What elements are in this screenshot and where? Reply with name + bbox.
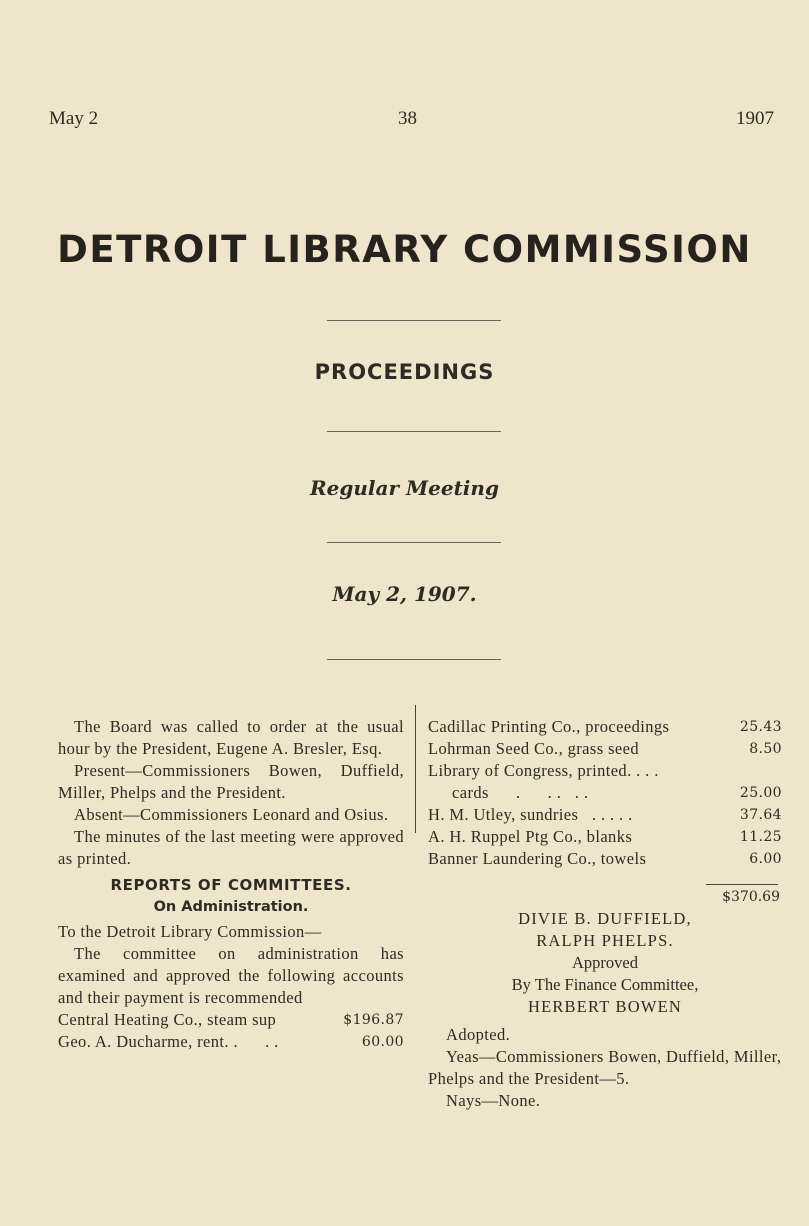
account-amount: 25.00 [739,785,782,801]
account-amount: $196.87 [343,1012,404,1028]
column-divider [415,705,416,833]
account-amount: 25.43 [739,719,782,735]
account-row [428,716,782,738]
call-to-order-paragraph: The Board was called to order at the usual hour by the President, Eugene A. Bresler, Esq. [58,717,404,758]
nays-line: Nays—None. [446,1091,541,1110]
account-label: A. H. Ruppel Ptg Co., blanks [428,827,633,846]
approver-bowen: HERBERT BOWEN [527,997,683,1016]
account-amount: 11.25 [739,829,782,845]
administration-subheading: On Administration. [153,899,309,915]
account-row [428,738,782,760]
account-label: Library of Congress, printed. . . . [428,761,659,780]
account-row [428,782,782,804]
proceedings-heading: PROCEEDINGS [314,360,495,384]
account-row [428,848,782,870]
account-label: Lohrman Seed Co., grass seed [428,739,639,758]
total-rule [706,884,778,885]
minutes-paragraph: The minutes of the last meeting were approved as printed. [58,827,404,868]
account-label: Cadillac Printing Co., proceedings [428,717,670,736]
account-label: Banner Laundering Co., towels [428,849,647,868]
account-amount: 8.50 [749,741,782,757]
account-label: cards . . . . . [452,783,589,802]
absent-paragraph: Absent—Commissioners Leonard and Osius. [74,805,389,824]
account-amount: 60.00 [361,1034,404,1050]
committee-paragraph: The committee on administration has examined and approved the following accounts and their payment is recommended [58,944,404,1007]
divider-rule [327,659,501,660]
finance-committee-line: By The Finance Committee, [511,975,699,994]
accounts-total: $370.69 [722,889,780,905]
header-month: May 2 [49,108,99,129]
present-paragraph: Present—Commissioners Bowen, Duffield, Miller, Phelps and the President. [58,761,404,802]
account-label: H. M. Utley, sundries . . . . . [428,805,633,824]
account-label: Geo. A. Ducharme, rent. . . . [58,1032,279,1051]
reports-heading: REPORTS OF COMMITTEES. [110,876,352,894]
signer-phelps: RALPH PHELPS. [536,931,674,950]
yeas-line: Yeas—Commissioners Bowen, Duffield, Miller, Phelps and the President—5. [428,1047,782,1088]
account-row [428,826,782,848]
left-column [58,716,404,1053]
meeting-date: May 2, 1907. [332,582,477,606]
account-row [428,760,782,782]
approved-label: Approved [572,953,638,972]
account-row [58,1009,404,1031]
account-row [58,1031,404,1053]
divider-rule [327,431,501,432]
divider-rule [327,542,501,543]
meeting-type: Regular Meeting [310,476,499,500]
account-amount: 37.64 [739,807,782,823]
account-row [428,804,782,826]
account-amount: 6.00 [749,851,782,867]
adopted-line: Adopted. [446,1025,511,1044]
account-label: Central Heating Co., steam sup [58,1010,277,1029]
address-line: To the Detroit Library Commission— [58,922,322,941]
header-year: 1907 [736,108,774,129]
right-column [428,716,782,1112]
signer-duffield: DIVIE B. DUFFIELD, [518,909,692,928]
page-number: 38 [398,108,417,129]
divider-rule [327,320,501,321]
document-title: DETROIT LIBRARY COMMISSION [57,228,752,271]
